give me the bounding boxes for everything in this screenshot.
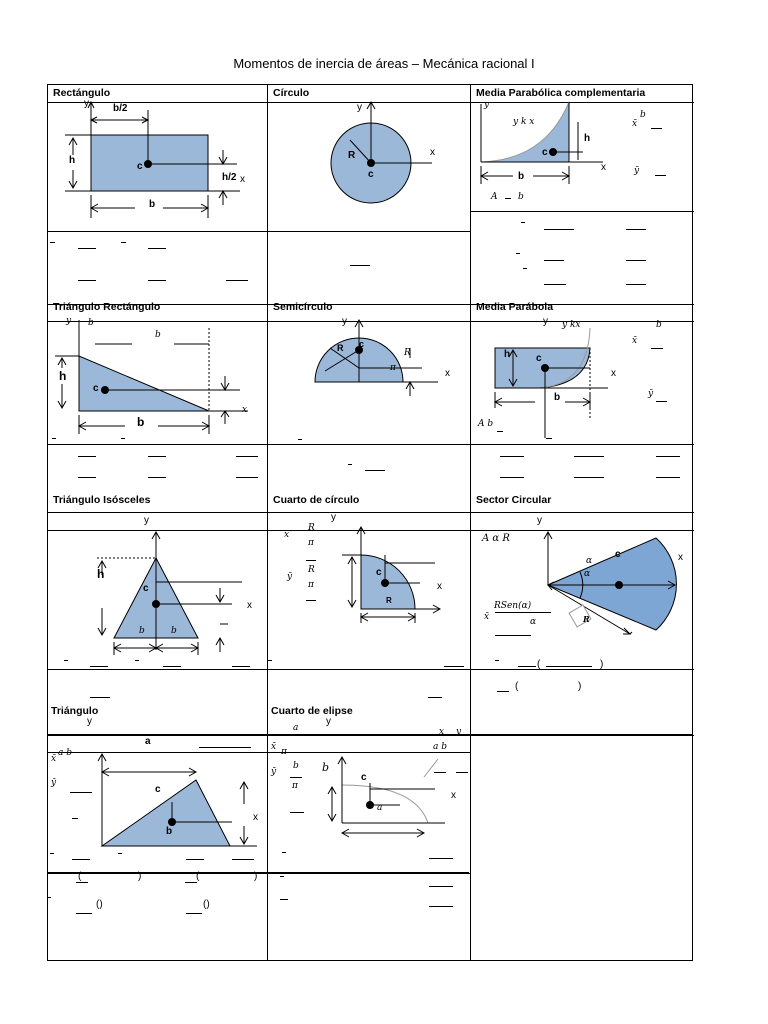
label-xbar: x̄: [271, 742, 277, 752]
label-p1: (: [78, 871, 82, 882]
formula-bar: [64, 660, 68, 661]
formula-bar: [306, 600, 316, 601]
label-p2: ): [138, 871, 142, 882]
label-xbar-num: b: [640, 110, 646, 120]
row-divider: [47, 752, 469, 753]
triangle-figure: [92, 752, 272, 857]
label-x: x: [611, 368, 616, 379]
formula-bar: [78, 248, 96, 249]
formula-bar: [298, 439, 302, 440]
label-a: a: [145, 736, 151, 747]
formula-bar: [651, 348, 663, 349]
label-ybar: ȳ: [287, 572, 293, 582]
label-xbar: x̄: [632, 336, 638, 346]
label-area-num: b: [518, 192, 524, 202]
formula-bar: [70, 792, 92, 793]
row-divider: [47, 734, 469, 735]
formula-bar: [78, 477, 96, 478]
formula-bar: [651, 128, 662, 129]
formula-bar: [348, 464, 352, 465]
label-xbar: x̄: [284, 530, 290, 540]
right-triangle-figure: [50, 318, 255, 438]
formula-bar: [626, 284, 646, 285]
label-h: h: [69, 155, 76, 166]
rectangle-figure: [55, 100, 265, 225]
label-b-top: b: [88, 318, 94, 328]
formula-bar: [121, 242, 126, 243]
formula-bar: [78, 456, 96, 457]
formula-bar: [521, 222, 525, 223]
formula-bar: [90, 697, 110, 698]
label-R: R: [348, 150, 356, 161]
label-b: b: [518, 171, 525, 182]
label-x: x: [601, 162, 606, 173]
formula-bar: [656, 477, 680, 478]
label-b-top: b: [656, 320, 662, 330]
formula-bar: [546, 438, 552, 439]
formula-bar: [495, 612, 551, 613]
label-x: x: [451, 790, 456, 801]
formula-bar: [163, 666, 181, 667]
label-rsen: RSen(α): [494, 601, 532, 611]
formula-bar: [656, 456, 680, 457]
label-y-top: y: [456, 727, 462, 737]
label-pi1: π: [281, 747, 287, 757]
label-ybar: ȳ: [271, 767, 277, 777]
label-ybar: ȳ: [648, 389, 654, 399]
label-y: y: [87, 716, 92, 727]
formula-bar: [350, 265, 370, 266]
label-alpha2: α: [584, 569, 591, 579]
formula-bar: [497, 691, 509, 692]
header-triangulo-rectangulo: Triángulo Rectángulo: [53, 301, 161, 313]
formula-bar: [186, 859, 204, 860]
formula-bar: [429, 886, 453, 887]
formula-bar: [544, 284, 566, 285]
label-c: c: [93, 383, 99, 394]
formula-bar: [574, 456, 604, 457]
formula-bar: [50, 853, 54, 854]
formula-bar: [118, 853, 122, 854]
label-pi1: π: [308, 538, 314, 548]
label-h: h: [97, 567, 105, 581]
formula-bar: [135, 660, 139, 661]
label-p6: (): [203, 899, 210, 910]
label-pi2: π: [292, 781, 298, 791]
label-area: A: [491, 192, 498, 202]
label-R2: R: [308, 565, 315, 575]
formula-bar: [505, 198, 511, 199]
row-divider: [48, 444, 694, 445]
formula-bar: [268, 660, 272, 661]
formula-bar: [626, 260, 646, 261]
label-x: x: [430, 147, 435, 158]
formula-bar: [52, 438, 56, 439]
header-media-parabola: Media Parábola: [476, 301, 554, 313]
formula-bar: [428, 697, 442, 698]
formula-bar: [47, 897, 51, 898]
formula-bar: [90, 666, 108, 667]
label-h: h: [59, 369, 67, 383]
formula-bar: [523, 268, 527, 269]
label-xbar: x̄: [484, 612, 490, 622]
label-area: A b: [478, 419, 494, 429]
label-y: y: [326, 716, 331, 727]
formula-bar: [574, 477, 604, 478]
formula-bar: [444, 666, 464, 667]
row-divider: [47, 872, 469, 873]
formula-bar: [516, 253, 520, 254]
label-c: c: [376, 567, 382, 578]
header-triangulo: Triángulo: [51, 705, 99, 717]
label-pi: π: [390, 363, 396, 373]
label-b: b: [137, 415, 145, 429]
label-b-mid: b: [155, 330, 161, 340]
header-sector-circular: Sector Circular: [476, 494, 552, 506]
label-R1: R: [308, 523, 315, 533]
formula-bar: [236, 456, 258, 457]
label-p3: (: [196, 871, 200, 882]
label-x: x: [253, 812, 258, 823]
label-ab: a b: [433, 742, 447, 752]
label-c: c: [542, 147, 548, 158]
row-divider: [470, 211, 694, 212]
label-paren3: (: [515, 681, 519, 692]
label-c: c: [137, 161, 143, 172]
label-ykx: y kx: [562, 320, 581, 330]
label-y: y: [84, 98, 89, 109]
label-h: h: [584, 133, 591, 144]
label-c: c: [536, 353, 542, 364]
half-parabola-figure: [490, 318, 680, 418]
header-rectangulo: Rectángulo: [53, 87, 111, 99]
label-c: c: [143, 583, 149, 594]
label-xbar: x̄: [51, 754, 57, 764]
row-divider: [47, 512, 693, 513]
quarter-circle-figure: [340, 525, 450, 625]
label-h2: h/2: [222, 172, 237, 183]
label-paren4: ): [578, 681, 582, 692]
label-paren1: (: [537, 659, 541, 670]
label-x: x: [678, 552, 683, 563]
formula-bar: [290, 777, 302, 778]
label-b-num: b: [293, 761, 299, 771]
header-semicirculo: Semicírculo: [273, 301, 333, 313]
label-c: c: [359, 339, 365, 349]
label-alpha1: α: [586, 556, 593, 566]
label-a: a: [377, 803, 383, 813]
header-triangulo-isosceles: Triángulo Isósceles: [53, 494, 151, 506]
label-p4: ): [254, 871, 258, 882]
row-divider: [48, 669, 694, 670]
semicircle-figure: [310, 318, 450, 398]
label-ybar: ȳ: [51, 778, 57, 788]
formula-bar: [121, 438, 125, 439]
formula-bar: [148, 280, 166, 281]
label-y: y: [484, 100, 490, 110]
label-c: c: [155, 784, 161, 795]
header-circulo: Círculo: [273, 87, 310, 99]
label-R: R: [337, 343, 344, 353]
formula-bar: [546, 666, 592, 667]
label-y: y: [543, 316, 548, 327]
label-h: h: [504, 349, 511, 360]
formula-bar: [282, 852, 286, 853]
column-divider: [470, 85, 471, 960]
formula-bar: [185, 882, 197, 883]
formula-bar: [306, 560, 316, 561]
formula-bar: [544, 260, 564, 261]
formula-bar: [76, 913, 92, 914]
formula-bar: [280, 899, 288, 900]
formula-bar: [495, 660, 499, 661]
label-b2: b: [171, 626, 177, 636]
header-cuarto-circulo: Cuarto de círculo: [273, 494, 360, 506]
formula-bar: [434, 772, 446, 773]
formula-bar: [78, 280, 96, 281]
formula-bar: [500, 456, 524, 457]
label-y: y: [537, 515, 542, 526]
formula-bar: [72, 859, 90, 860]
label-x: x: [437, 581, 442, 592]
label-y: y: [357, 102, 362, 113]
formula-bar: [497, 431, 503, 432]
formula-bar: [656, 401, 667, 402]
formula-bar: [148, 456, 166, 457]
page-title: Momentos de inercia de áreas – Mecánica racional I: [233, 56, 535, 71]
label-a-top: a: [293, 723, 299, 733]
isosceles-triangle-figure: [92, 530, 252, 660]
formula-bar: [429, 906, 453, 907]
formula-bar: [148, 248, 166, 249]
label-p5: (): [96, 899, 103, 910]
label-c: c: [615, 549, 621, 560]
label-b: b: [554, 392, 561, 403]
label-x: x: [240, 174, 245, 185]
label-ykx: y k x: [513, 117, 535, 127]
formula-bar: [186, 913, 202, 914]
label-y: y: [331, 512, 336, 523]
formula-bar: [232, 859, 254, 860]
label-y: y: [342, 316, 347, 327]
formula-bar: [626, 229, 646, 230]
circular-sector-figure: [530, 530, 690, 645]
formula-bar: [544, 229, 574, 230]
label-R: R: [386, 596, 392, 605]
label-ybar: ȳ: [634, 166, 640, 176]
formula-bar: [232, 666, 250, 667]
formula-bar: [290, 812, 304, 813]
formula-bar: [148, 477, 166, 478]
formula-bar: [226, 280, 248, 281]
label-b1: b: [139, 626, 145, 636]
formula-bar: [280, 876, 284, 877]
row-divider: [48, 873, 470, 874]
row-divider: [267, 231, 470, 232]
row-divider: [48, 231, 267, 232]
header-media-parabolica: Media Parabólica complementaria: [476, 87, 646, 99]
label-b: b: [166, 826, 173, 837]
formula-bar: [76, 882, 88, 883]
formula-bar: [518, 666, 536, 667]
label-c: c: [368, 169, 374, 180]
label-b: b: [149, 199, 156, 210]
label-xbar-num: a b: [58, 748, 72, 758]
label-x-top: x: [439, 727, 445, 737]
label-R2: R: [404, 348, 411, 358]
formula-bar: [495, 635, 531, 636]
label-R: R: [583, 614, 590, 624]
label-area: A α R: [482, 533, 510, 544]
label-b: b: [322, 761, 330, 774]
label-paren2: ): [600, 659, 604, 670]
formula-bar: [456, 772, 468, 773]
label-c: c: [361, 772, 367, 783]
formula-bar: [655, 175, 666, 176]
label-xbar: x̄: [632, 119, 638, 129]
formula-bar: [50, 242, 55, 243]
label-y: y: [66, 316, 72, 326]
label-x: x: [445, 368, 450, 379]
header-cuarto-elipse: Cuarto de elipse: [271, 705, 353, 717]
formula-bar: [365, 470, 385, 471]
label-x: x: [242, 405, 248, 415]
label-alpha3: α: [530, 617, 537, 627]
label-x: x: [247, 600, 252, 611]
label-pi2: π: [308, 580, 314, 590]
formula-bar: [500, 477, 524, 478]
formula-bar: [199, 747, 251, 748]
formula-bar: [236, 477, 258, 478]
quarter-ellipse-figure: [320, 755, 450, 855]
formula-bar: [72, 818, 78, 819]
label-b2: b/2: [113, 103, 128, 114]
formula-bar: [429, 858, 453, 859]
label-y: y: [144, 515, 149, 526]
row-divider: [469, 734, 693, 735]
